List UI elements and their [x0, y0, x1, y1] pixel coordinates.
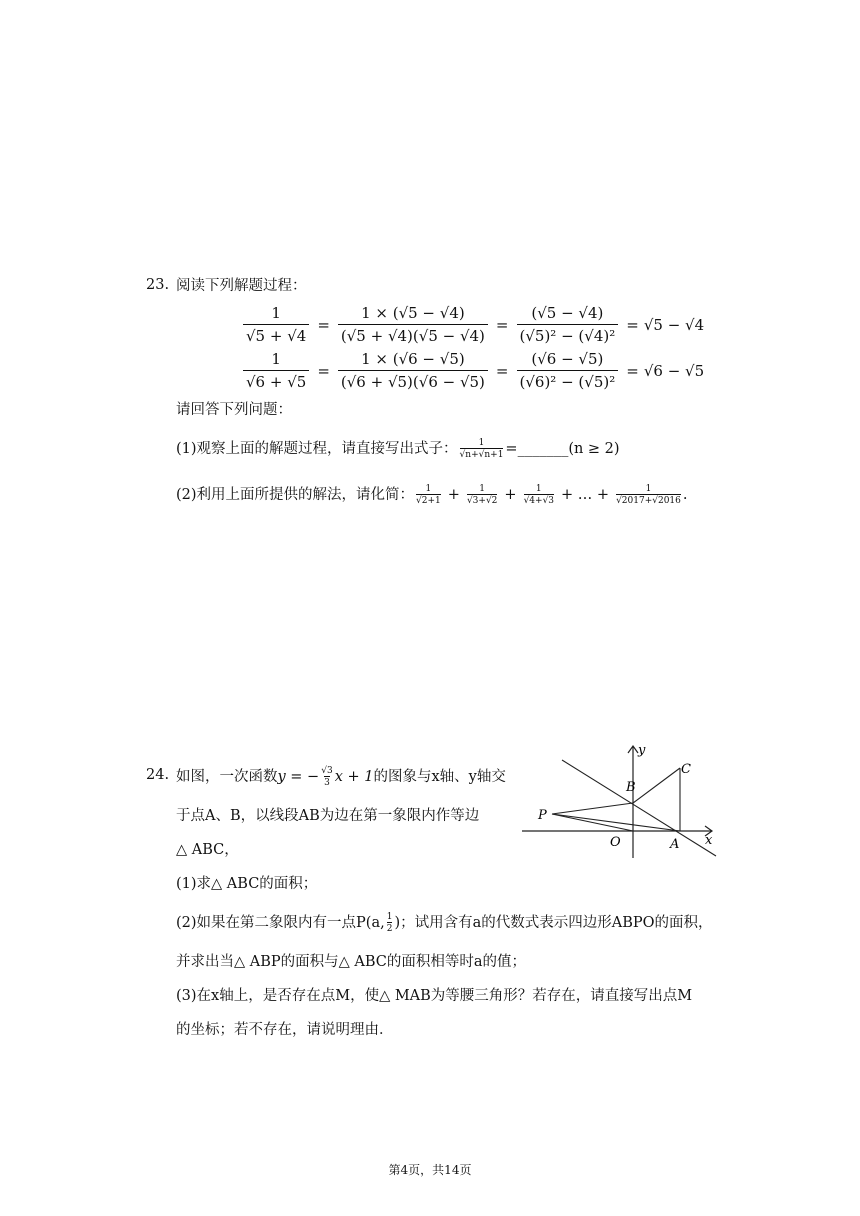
- eq1-lhs-fraction: $\frac{1}{√5 + √4}$: [243, 304, 309, 345]
- label-o: O: [610, 835, 621, 850]
- eq2-result: √6 − √5: [643, 361, 705, 380]
- q24-line1-b: 的图象与x轴、y轴交: [373, 769, 506, 785]
- q24-eq-lhs: y = −: [277, 769, 320, 785]
- q24-part2-fraction: 1 2: [386, 912, 393, 934]
- q23-part2-ellipsis: + … +: [561, 487, 610, 503]
- eq1-step2-fraction: $\frac{(√5 - √4)}{\text{(√5)² − (√4)²}}$: [517, 304, 619, 345]
- q24-part2-line2: 并求出当△ ABP的面积与△ ABC的面积相等时a的值；: [176, 954, 527, 970]
- label-b: B: [626, 780, 636, 795]
- q24-line1: [176, 766, 506, 788]
- page-footer: 第4页，共14页: [388, 1163, 472, 1177]
- eq2-step2-fraction: $\frac{(√6 - √5)}{\text{(√6)² − (√5)²}}$: [517, 350, 619, 391]
- q23-part1-text: (1)观察上面的解题过程，请直接写出式子：: [176, 441, 458, 457]
- q23-part2-term-3: $\frac{1}{√4+√3}$: [523, 484, 555, 506]
- q23-number: 23.: [146, 277, 170, 293]
- q23-part2: (2)利用上面所提供的解法，请化简： 1 √2+1 + $\frac{1}{√3+√2}$ + $\frac{1}{√4+√3}$ + … + $\frac{1}{√2017+√2016}$ .: [176, 484, 688, 506]
- q23-part2-term-2: $\frac{1}{√3+√2}$: [466, 484, 498, 506]
- q24-part2: [176, 912, 713, 934]
- q24-part2-a: (2)如果在第二象限内有一点P(a,: [176, 915, 385, 931]
- q24-part2-b: )；试用含有a的代数式表示四边形ABPO的面积，: [394, 915, 713, 931]
- q23-part1-tail: =_______(n ≥ 2): [505, 441, 620, 457]
- q24-figure: [520, 740, 720, 860]
- q23-part1: [176, 438, 620, 460]
- eq1-result: √5 − √4: [643, 315, 705, 334]
- q24-part3-line1: (3)在x轴上，是否存在点M，使△ MAB为等腰三角形？若存在，请直接写出点M: [176, 988, 693, 1004]
- q24-line2: 于点A、B，以线段AB为边在第一象限内作等边: [176, 808, 480, 824]
- q23-part2-term-last: $\frac{1}{√2017+√2016}$: [616, 484, 681, 506]
- label-c: C: [681, 762, 691, 777]
- q23-part2-text: (2)利用上面所提供的解法，请化简：: [176, 487, 415, 503]
- q23-part2-term-1: 1 √2+1: [416, 484, 441, 506]
- q23-intro: 阅读下列解题过程：: [176, 278, 307, 294]
- label-a: A: [670, 837, 680, 852]
- q24-line1-a: 如图，一次函数: [176, 769, 278, 785]
- segment-pa: [552, 814, 680, 831]
- q24-line3: △ ABC，: [176, 842, 239, 858]
- q24-part1: (1)求△ ABC的面积；: [176, 876, 318, 892]
- q23-equation-2: $\frac{1}{√6 + √5}$ = $\frac{1 \times (√6 - √5)}{(√6 + √5)(√6 - √5)}$ = $\frac{(√6 - √5)}{\text{(√6)² − (√5)²}}$ = √6 − √5: [240, 350, 704, 391]
- q24-part3-line2: 的坐标；若不存在，请说明理由．: [176, 1022, 394, 1038]
- eq1-step1-fraction: $\frac{1 \times (√5 - √4)}{(√5 + √4)(√5 - √4)}$: [338, 304, 488, 345]
- eq2-lhs-fraction: $\frac{1}{√6 + √5}$: [243, 350, 309, 391]
- q24-eq-fraction: $\frac{√3}{3}$: [321, 766, 333, 788]
- segment-bc: [633, 768, 680, 803]
- segment-pb: [552, 803, 633, 814]
- q23-part1-fraction: $\frac{1}{√n+√n+1}$: [459, 438, 504, 460]
- label-p: P: [538, 808, 547, 823]
- q23-equation-1: $\frac{1}{√5 + √4}$ = $\frac{1 \times (√5 - √4)}{(√5 + √4)(√5 - √4)}$ = $\frac{(√5 - √4)}{\text{(√5)² − (√4)²}}$ = √5 − √4: [240, 304, 704, 345]
- q24-eq-rhs: x + 1: [334, 769, 374, 785]
- segment-po: [552, 814, 633, 831]
- q23-prompt: 请回答下列问题：: [176, 402, 292, 418]
- label-x: x: [705, 833, 713, 848]
- eq2-step1-fraction: $\frac{1 \times (√6 - √5)}{(√6 + √5)(√6 - √5)}$: [338, 350, 488, 391]
- label-y: y: [638, 743, 646, 758]
- line-ab: [562, 760, 716, 856]
- q24-number: 24.: [146, 767, 170, 783]
